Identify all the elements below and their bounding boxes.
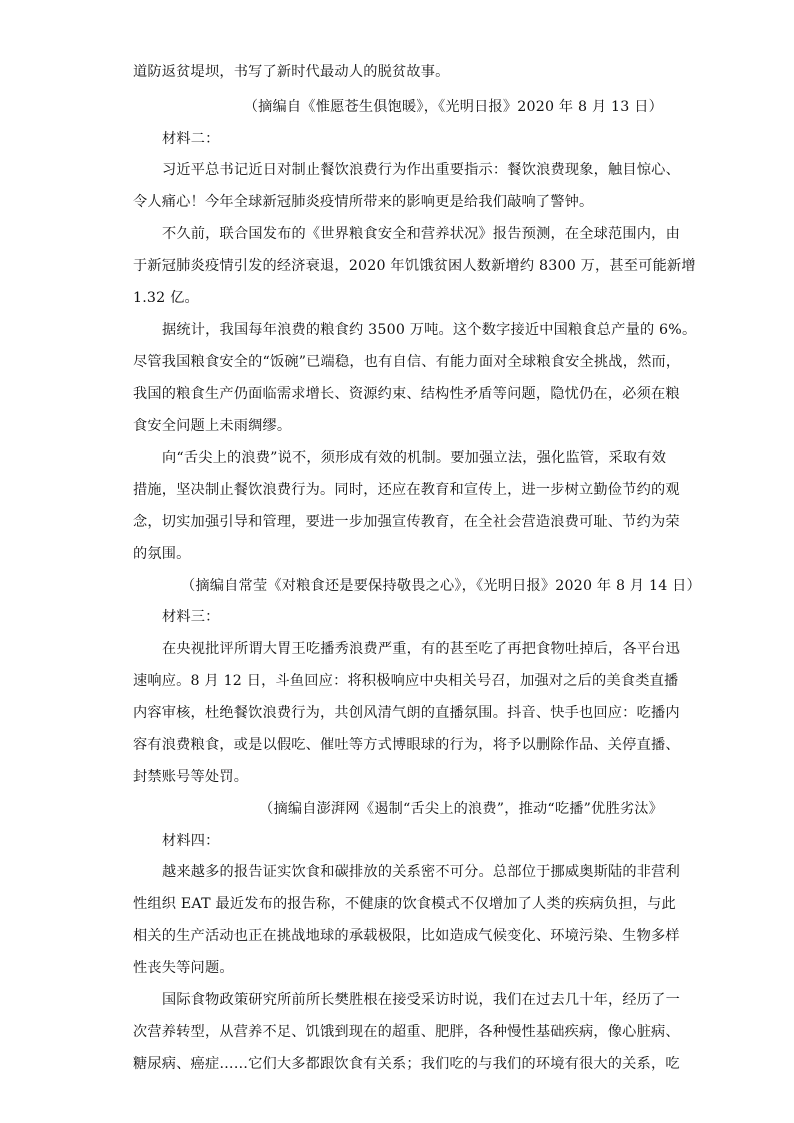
text-line: 念，切实加强引导和管理，要进一步加强宣传教育，在全社会营造浪费可耻、节约为荣	[133, 514, 680, 530]
text-line: 令人痛心！今年全球新冠肺炎疫情所带来的影响更是给我们敲响了警钟。	[133, 194, 594, 210]
text-line: 我国的粮食生产仍面临需求增长、资源约束、结构性矛盾等问题，隐忧仍在，必须在粮	[133, 386, 680, 402]
section-heading: 材料四：	[162, 833, 220, 849]
text-line: 食安全问题上未雨绸缪。	[133, 418, 292, 434]
text-line: 国际食物政策研究所前所长樊胜根在接受采访时说，我们在过去几十年，经历了一	[162, 992, 680, 1008]
text-line: 的氛围。	[133, 546, 191, 562]
source-citation: （摘编自澎湃网《遏制“舌尖上的浪费”，推动“吃播”优胜劣汰》	[259, 801, 663, 817]
text-line: 习近平总书记近日对制止餐饮浪费行为作出重要指示：餐饮浪费现象，触目惊心、	[162, 162, 680, 178]
text-line: 次营养转型，从营养不足、饥饿到现在的超重、肥胖，各种慢性基础疾病，像心脏病、	[133, 1024, 680, 1040]
text-line: 不久前，联合国发布的《世界粮食安全和营养状况》报告预测，在全球范围内，由	[162, 226, 680, 242]
text-line: 性组织 EAT 最近发布的报告称，不健康的饮食模式不仅增加了人类的疾病负担，与此	[133, 896, 676, 912]
text-line: 道防返贫堤坝，书写了新时代最动人的脱贫故事。	[133, 64, 450, 80]
section-heading: 材料二：	[162, 131, 220, 147]
text-line: 相关的生产活动也正在挑战地球的承载极限，比如造成气候变化、环境污染、生物多样	[133, 928, 680, 944]
source-citation: （摘编自《惟愿苍生俱饱暖》，《光明日报》2020 年 8 月 13 日）	[243, 99, 663, 115]
text-line: 于新冠肺炎疫情引发的经济衰退，2020 年饥饿贫困人数新增约 8300 万，甚至可能新增	[133, 258, 696, 274]
text-line: 性丧失等问题。	[133, 960, 234, 976]
text-line: 糖尿病、癌症……它们大多都跟饮食有关系；我们吃的与我们的环境有很大的关系，吃	[133, 1056, 680, 1072]
source-citation: （摘编自常莹《对粮食还是要保持敬畏之心》，《光明日报》2020 年 8 月 14 日）	[181, 578, 701, 594]
text-line: 1.32 亿。	[133, 290, 199, 306]
text-line: 据统计，我国每年浪费的粮食约 3500 万吨。这个数字接近中国粮食总产量的 6%。	[162, 322, 697, 338]
text-line: 向“舌尖上的浪费”说不，须形成有效的机制。要加强立法，强化监管，采取有效	[162, 450, 667, 466]
text-line: 速响应。8 月 12 日，斗鱼回应：将积极响应中央相关号召，加强对之后的美食类直播	[133, 673, 679, 689]
text-line: 容有浪费粮食，或是以假吃、催吐等方式博眼球的行为，将予以删除作品、关停直播、	[133, 737, 680, 753]
text-line: 越来越多的报告证实饮食和碳排放的关系密不可分。总部位于挪威奥斯陆的非营利	[162, 864, 680, 880]
text-line: 措施，坚决制止餐饮浪费行为。同时，还应在教育和宣传上，进一步树立勤俭节约的观	[133, 482, 680, 498]
text-line: 在央视批评所谓大胃王吃播秀浪费严重，有的甚至吃了再把食物吐掉后，各平台迅	[162, 641, 680, 657]
text-line: 内容审核，杜绝餐饮浪费行为，共创风清气朗的直播氛围。抖音、快手也回应：吃播内	[133, 705, 680, 721]
text-line: 尽管我国粮食安全的“饭碗”已端稳，也有自信、有能力面对全球粮食安全挑战，然而，	[133, 354, 681, 370]
text-line: 封禁账号等处罚。	[133, 769, 249, 785]
section-heading: 材料三：	[162, 609, 220, 625]
